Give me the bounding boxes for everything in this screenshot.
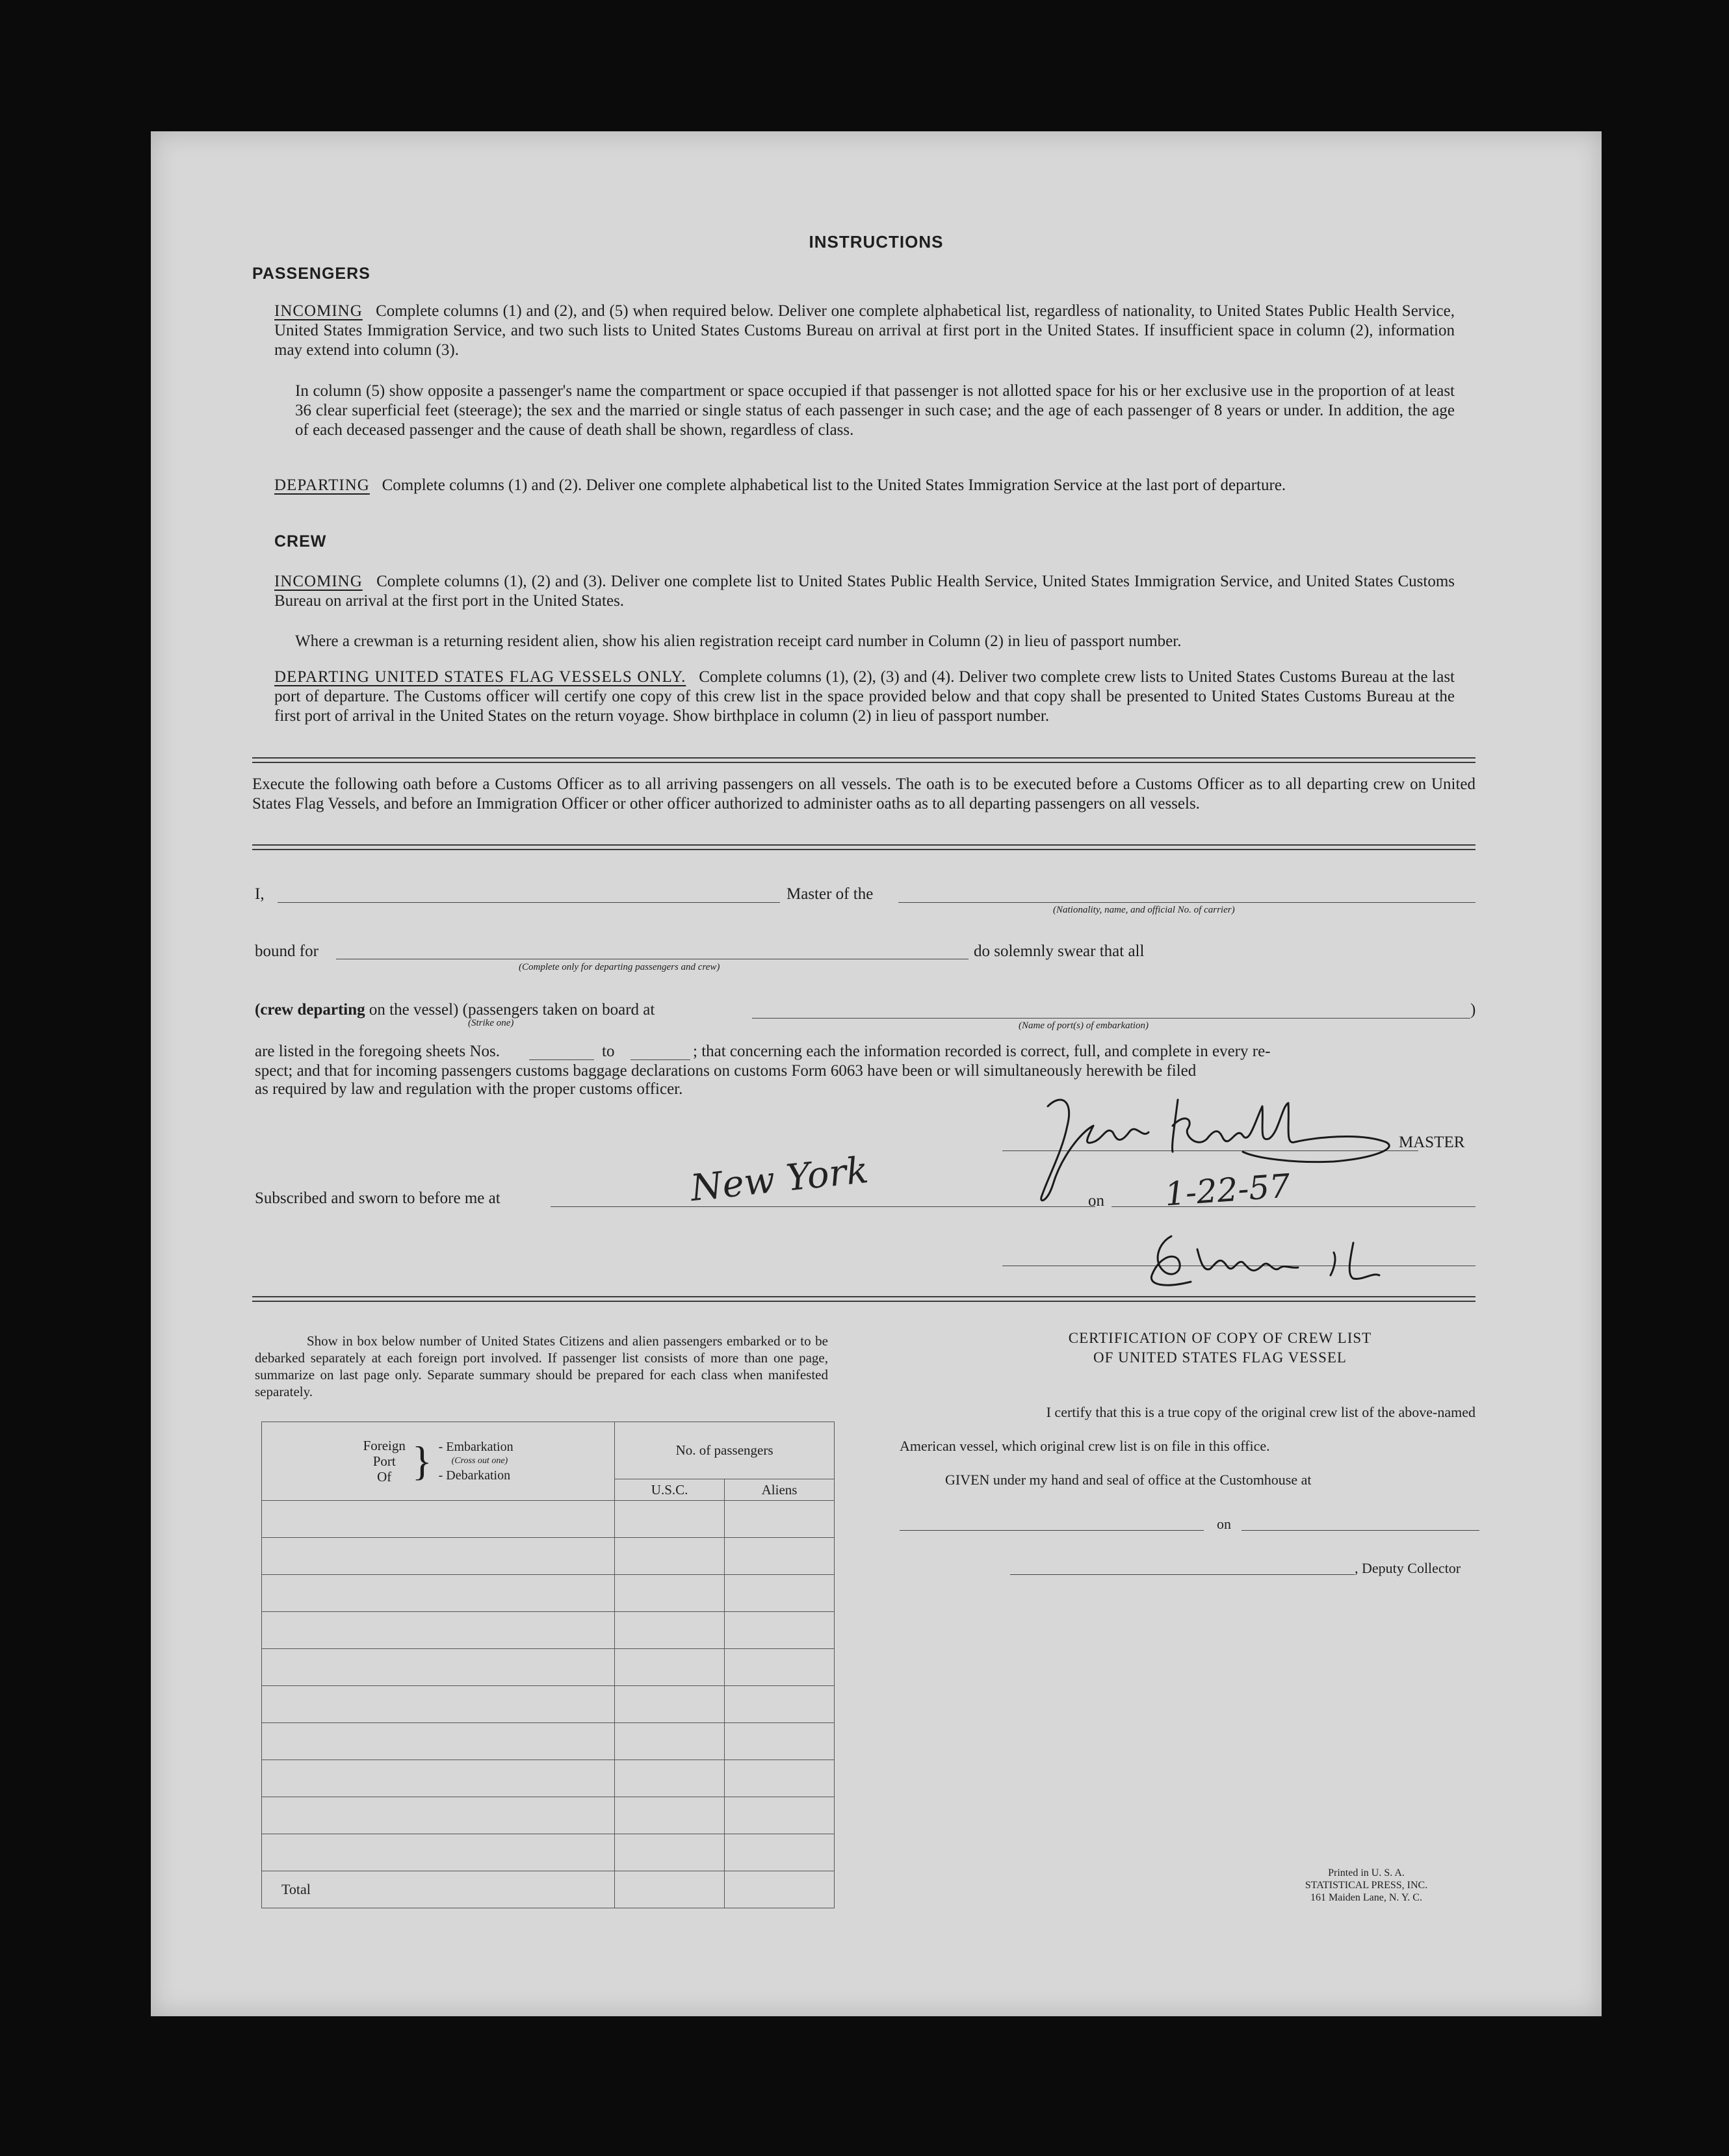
spect-line: spect; and that for incoming passengers customs baggage declarations on customs Form 6063 have been or will simultaneously herewith be filed [255,1062,1197,1080]
section-rule [252,849,1476,850]
usc-cell[interactable] [615,1723,725,1760]
port-cell[interactable] [262,1686,615,1723]
printer-imprint [1269,1867,1464,1904]
passengers-departing-text: Complete columns (1) and (2). Deliver one complete alphabetical list to the United States Immigration Service at the last port of departure. [382,476,1286,494]
close-paren: ) [1470,1001,1476,1019]
printer-line: 161 Maiden Lane, N. Y. C. [1310,1892,1422,1903]
certify-line2: American vessel, which original crew list is on file in this office. [900,1438,1270,1454]
aliens-cell[interactable] [725,1760,835,1797]
brace-glyph: } [411,1438,432,1484]
usc-cell[interactable] [615,1538,725,1575]
required-line: as required by law and regulation with the proper customs officer. [255,1080,683,1098]
port-cell[interactable] [262,1797,615,1834]
port-caption: (Name of port(s) of embarkation) [1019,1020,1149,1031]
table-row [262,1538,835,1575]
port-cell[interactable] [262,1649,615,1686]
bound-for-label: bound for [255,942,318,960]
port-cell[interactable] [262,1834,615,1871]
crew-incoming-text: Complete columns (1), (2) and (3). Deliver one complete list to United States Public Health Service, United States Immigration Service, and United States Customs Bureau on arrival at the first port in the United States. [274,573,1455,610]
passenger-summary-table [261,1422,835,1908]
usc-cell[interactable] [615,1834,725,1871]
foreign-port-header [262,1422,615,1501]
usc-total-cell[interactable] [615,1871,725,1908]
table-row [262,1723,835,1760]
crew-departing-bold: (crew departing [255,1001,365,1019]
sheet-from-field[interactable] [529,1059,594,1060]
port-cell[interactable] [262,1538,615,1575]
summary-instruction-text: Show in box below number of United States Citizens and alien passengers embarked or to be debarked separately at each foreign port involved. If passenger list consists of more than one page, summarize on last page only. Separate summary should be prepared for each class when manifested separately. [255,1333,828,1399]
strike-caption: (Strike one) [468,1018,514,1028]
port-cell[interactable] [262,1501,615,1538]
usc-cell[interactable] [615,1797,725,1834]
aliens-cell[interactable] [725,1649,835,1686]
section-rule [252,1301,1476,1302]
total-row [262,1871,835,1908]
customhouse-field[interactable] [900,1530,1204,1531]
certification-date-field[interactable] [1242,1530,1479,1531]
usc-cell[interactable] [615,1686,725,1723]
section-rule [252,757,1476,759]
section-rule [252,762,1476,763]
listed-label: are listed in the foregoing sheets Nos. [255,1043,500,1060]
crew-departing-block [274,668,1455,726]
passengers-taken-label: (passengers taken on board at [462,1001,655,1019]
usc-header: U.S.C. [615,1479,725,1501]
passengers-departing-block [274,476,1455,495]
master-name-field[interactable] [278,902,780,903]
master-of-label: Master of the [786,885,874,903]
port-cell[interactable] [262,1612,615,1649]
table-row [262,1797,835,1834]
aliens-cell[interactable] [725,1686,835,1723]
carrier-field[interactable] [898,902,1476,903]
crew-departing-text: Complete columns (1), (2), (3) and (4). Deliver two complete crew lists to United States Customs Bureau at the last port of departure. The Customs officer will certify one copy of this crew list in the space provided below and that copy shall be presented to United States Customs Bureau at the first port of arrival in the United States on the return voyage. Show birthplace in column (2) in lieu of passport number. [274,668,1455,725]
document-page [151,131,1602,2016]
no-passengers-header: No. of passengers [615,1422,835,1479]
given-line: GIVEN under my hand and seal of office at the Customhouse at [945,1472,1312,1488]
usc-cell[interactable] [615,1612,725,1649]
table-row [262,1501,835,1538]
sworn-on-label: on [1088,1192,1104,1210]
printer-line: Printed in U. S. A. [1328,1867,1405,1878]
summary-instruction-block [255,1332,828,1400]
crew-heading: CREW [274,532,327,551]
total-label: Total [262,1871,615,1908]
passengers-incoming-block [274,302,1455,360]
officer-signature [1139,1223,1412,1295]
embarkation-port-field[interactable] [752,1018,1470,1019]
bound-for-caption: (Complete only for departing passengers and crew) [519,962,720,972]
aliens-cell[interactable] [725,1575,835,1612]
page-title: INSTRUCTIONS [809,232,944,252]
debarkation-label: - Debarkation [438,1468,511,1483]
deputy-collector-label: , Deputy Collector [1355,1560,1461,1576]
handwritten-place: New York [688,1149,871,1210]
deputy-collector-field[interactable] [1010,1574,1355,1575]
sworn-place-field[interactable] [551,1206,1095,1207]
table-row [262,1686,835,1723]
embarkation-label: - Embarkation [438,1440,514,1454]
carrier-caption: (Nationality, name, and official No. of carrier) [1053,905,1235,915]
section-rule [252,1296,1476,1297]
usc-cell[interactable] [615,1575,725,1612]
certification-title [989,1329,1451,1368]
subscribed-label: Subscribed and sworn to before me at [255,1189,500,1207]
listed-rest: ; that concerning each the information recorded is correct, full, and complete in every re- [693,1043,1271,1060]
printer-line: STATISTICAL PRESS, INC. [1305,1880,1428,1891]
crew-departing-line [255,1001,655,1019]
sheet-to-field[interactable] [630,1059,690,1060]
crew-departing-rest: on the vessel) [369,1001,459,1019]
port-cell[interactable] [262,1723,615,1760]
passengers-incoming-text: Complete columns (1) and (2), and (5) when required below. Deliver one complete alphabetical list, regardless of nationality, to United States Public Health Service, United States Immigration Service, and two such lists to United States Customs Bureau on arrival at first port in the United States. If insufficient space in column (2), information may extend into column (3). [274,302,1455,359]
oath-instruction-text: Execute the following oath before a Customs Officer as to all arriving passengers on all vessels. The oath is to be executed before a Customs Officer as to all departing crew on United States Flag Vessels, and before an Immigration Officer or other officer authorized to administer oaths as to all departing passengers on all vessels. [252,775,1476,812]
section-rule [252,844,1476,846]
passengers-heading: PASSENGERS [252,265,370,283]
aliens-cell[interactable] [725,1723,835,1760]
listed-line [255,1043,500,1061]
aliens-cell[interactable] [725,1612,835,1649]
passengers-column5-block [295,382,1455,440]
crew-resident-block [295,632,1455,651]
foreign-port-line: Foreign [363,1438,406,1453]
table-row [262,1649,835,1686]
aliens-total-cell[interactable] [725,1871,835,1908]
certify-line1: I certify that this is a true copy of the original crew list of the above-named [1046,1404,1476,1420]
usc-cell[interactable] [615,1649,725,1686]
aliens-header: Aliens [725,1479,835,1501]
table-row [262,1575,835,1612]
passengers-column5-text: In column (5) show opposite a passenger's name the compartment or space occupied if that passenger is not allotted space for his or her exclusive use in the proportion of at least 36 clear superficial feet (steerage); the sex and the married or single status of each passenger in such case; and the age of each passenger of 8 years or under. In addition, the age of each deceased passenger and the cause of death shall be shown, regardless of class. [295,382,1455,439]
usc-cell[interactable] [615,1760,725,1797]
aliens-cell[interactable] [725,1501,835,1538]
crew-resident-text: Where a crewman is a returning resident alien, show his alien registration receipt card number in Column (2) in lieu of passport number. [295,632,1182,650]
passengers-departing-label: DEPARTING [274,476,370,494]
oath-i-label: I, [255,885,265,903]
port-cell[interactable] [262,1760,615,1797]
foreign-port-line: Of [377,1469,392,1485]
to-label: to [602,1043,615,1060]
swear-label: do solemnly swear that all [974,942,1145,960]
aliens-cell[interactable] [725,1834,835,1871]
master-label: MASTER [1399,1134,1465,1151]
cross-out-caption: (Cross out one) [451,1456,508,1466]
table-row [262,1834,835,1871]
certification-title-line: CERTIFICATION OF COPY OF CREW LIST [1068,1330,1372,1346]
master-signature [1022,1087,1425,1210]
table-row [262,1612,835,1649]
usc-cell[interactable] [615,1501,725,1538]
crew-incoming-block [274,572,1455,611]
aliens-cell[interactable] [725,1797,835,1834]
crew-departing-label: DEPARTING UNITED STATES FLAG VESSELS ONLY. [274,668,686,686]
oath-instruction-block [252,775,1476,814]
passengers-incoming-label: INCOMING [274,302,363,320]
foreign-port-line: Port [372,1453,396,1469]
table-row [262,1760,835,1797]
crew-incoming-label: INCOMING [274,573,363,590]
port-cell[interactable] [262,1575,615,1612]
certification-on-label: on [1217,1516,1231,1532]
certification-title-line: OF UNITED STATES FLAG VESSEL [1093,1349,1347,1366]
handwritten-date: 1-22-57 [1164,1167,1292,1214]
aliens-cell[interactable] [725,1538,835,1575]
